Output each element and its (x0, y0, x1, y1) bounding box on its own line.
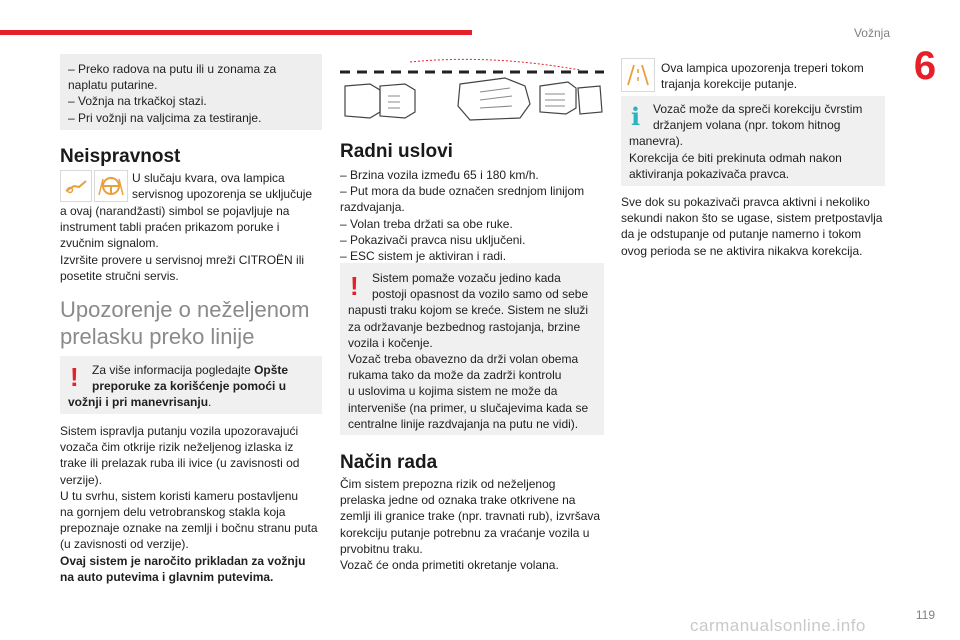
header-red-bar (0, 30, 472, 35)
condition-item: – ESC sistem je aktiviran i radi. (340, 249, 507, 264)
car-lane-illustration (340, 56, 604, 124)
section-title-line: Upozorenje o neželjenom (60, 297, 310, 322)
warning-line: postoji opasnost da vozilo samo od sebe (372, 287, 589, 302)
note-bold: vožnji i pri manevrisanju (68, 395, 209, 410)
conditions-list (340, 167, 604, 264)
warning-box (340, 263, 604, 435)
section-title-line: prelasku preko linije (60, 324, 255, 349)
warning-line: vozila i kočenje. (348, 335, 433, 350)
body-bold-line (60, 553, 326, 569)
warning-line: centralne linije razdvajanja na putu ne vidi). (348, 416, 579, 431)
top-info-box (60, 54, 322, 130)
operation-heading: Način rada (340, 452, 438, 473)
body-line: U tu svrhu, sistem koristi kameru postavljenu (60, 488, 299, 503)
operation-text (340, 476, 608, 573)
bold-text: Ovaj sistem je naročito prikladan za vožnju (60, 553, 306, 568)
info-box (621, 96, 885, 186)
warning-line: u uslovima u kojima sistem ne može da (348, 384, 558, 399)
note-line (92, 362, 314, 378)
fault-line: Izvršite provere u servisnoj mreži CITROËN ili (60, 252, 305, 267)
warning-line: za održavanje bezbednog rastojanja, brzine (348, 319, 581, 334)
operation-line: Vozač će onda primetiti okretanje volana. (340, 558, 559, 573)
lamp-line: trajanja korekcije putanje. (661, 77, 798, 92)
body-line: verzije). (60, 472, 103, 487)
fault-heading: Neispravnost (60, 146, 181, 167)
warning-line: interveniše (na primer, u slučajevima kada se (348, 400, 589, 415)
lane-lamp-icon (621, 58, 655, 92)
warning-line: Vozač treba obavezno da drži volan obema (348, 352, 579, 367)
top-box-line: – Preko radova na putu ili u zonama za (68, 62, 277, 76)
condition-item: – Brzina vozila između 65 i 180 km/h. (340, 168, 539, 182)
fault-text-rest (60, 203, 322, 284)
top-box-line: – Pri vožnji na valjcima za testiranje. (68, 110, 262, 125)
lane-warning-icon (94, 170, 128, 202)
note-end: . (208, 395, 212, 410)
header-section-title: Vožnja (853, 26, 890, 40)
operation-line: Čim sistem prepozna rizik od neželjenog (340, 477, 556, 491)
condition-item: – Volan treba držati sa obe ruke. (340, 216, 513, 231)
condition-item: razdvajanja. (340, 200, 405, 215)
warning-line: Sistem pomaže vozaču jedino kada (372, 271, 561, 285)
page-number: 119 (915, 608, 935, 622)
fault-line: U slučaju kvara, ova lampica (132, 171, 285, 185)
note-line (68, 394, 314, 410)
warning-line: napusti traku kojom se kreće. Sistem ne služi (348, 303, 589, 318)
body-line: vozača čim otkrije rizik neželjenog izlaska iz (60, 440, 294, 455)
description-text (60, 423, 326, 585)
note-line (92, 378, 314, 394)
warning-exclamation-icon: ! (350, 271, 359, 301)
warning-line: rukama tako da može da zadrži kontrolu (348, 368, 562, 383)
body-line: Sve dok su pokazivači pravca aktivni i nekoliko (621, 195, 870, 209)
condition-item: – Pokazivači pravca nisu uključeni. (340, 232, 526, 247)
body-line: Sistem ispravlja putanju vozila upozoravajući (60, 424, 299, 438)
fault-line: servisnog upozorenja se uključuje (132, 187, 313, 202)
body-line: prepoznaje oznake na zemlji i bočnu stranu puta (60, 521, 318, 536)
body-line: (u zavisnosti od verzije). (60, 537, 189, 552)
note-bold: Opšte (254, 363, 289, 377)
lamp-line: Ova lampica upozorenja treperi tokom (661, 61, 864, 75)
fault-line: zvučnim signalom. (60, 236, 159, 251)
info-line: Vozač može da spreči korekciju čvrstim (653, 102, 863, 116)
body-line: trake ili prelazak ruba ili ivice (u zavisnosti od (60, 456, 300, 471)
body-line: ovog perioda se ne aktivira nikakva korekcija. (621, 243, 863, 258)
fault-text-first (132, 170, 322, 202)
watermark: carmanualsonline.info (690, 616, 866, 635)
operation-line: prelaska jedne od oznaka trake otkrivene na (340, 493, 576, 508)
fault-line: posetite stručni servis. (60, 268, 179, 283)
steering-warning-icon (60, 170, 92, 202)
info-icon: i (631, 102, 641, 131)
chapter-number: 6 (913, 44, 937, 88)
see-also-note (60, 356, 322, 414)
info-line: aktiviranja pokazivača pravca. (629, 166, 790, 181)
info-line: držanjem volana (npr. tokom hitnog (653, 118, 841, 133)
warning-rest (348, 302, 596, 432)
body-line: da je odstupanje od putanje namerno i tokom (621, 227, 862, 242)
bold-text: na auto putevima i glavnim putevima. (60, 569, 274, 584)
top-box-line: naplatu putarine. (68, 78, 158, 93)
fault-line: a ovaj (narandžasti) simbol se pojavljuje na (60, 204, 290, 218)
turn-signal-text (621, 194, 889, 259)
operation-line: zemlji ili granice trake (npr. travnati rub), izvršava (340, 509, 601, 524)
note-bold: preporuke za korišćenje pomoći u (92, 379, 287, 394)
condition-item: – Put mora da bude označen srednjom linijom (340, 184, 585, 199)
info-rest (629, 133, 877, 182)
operation-line: prvobitnu traku. (340, 541, 423, 556)
body-line: na gornjem delu vetrobranskog stakla koja (60, 505, 286, 520)
top-box-line: – Vožnja na trkačkoj stazi. (68, 94, 207, 109)
warning-exclamation-icon: ! (70, 362, 79, 392)
fault-line: instrument tabli praćen prikazom poruke i (60, 220, 280, 235)
lamp-text (661, 60, 885, 92)
conditions-heading: Radni uslovi (340, 141, 453, 162)
body-line: sekundi nakon što se ugase, sistem pretpostavlja (621, 211, 883, 226)
section-title (60, 296, 322, 350)
info-line: Korekcija će biti prekinuta odmah nakon (629, 150, 842, 165)
body-bold-line (60, 569, 326, 585)
info-line: manevra). (629, 134, 684, 149)
operation-line: korekciju putanje potrebnu za vraćanje vozila u (340, 525, 590, 540)
note-text: Za više informacija pogledajte (92, 363, 255, 377)
